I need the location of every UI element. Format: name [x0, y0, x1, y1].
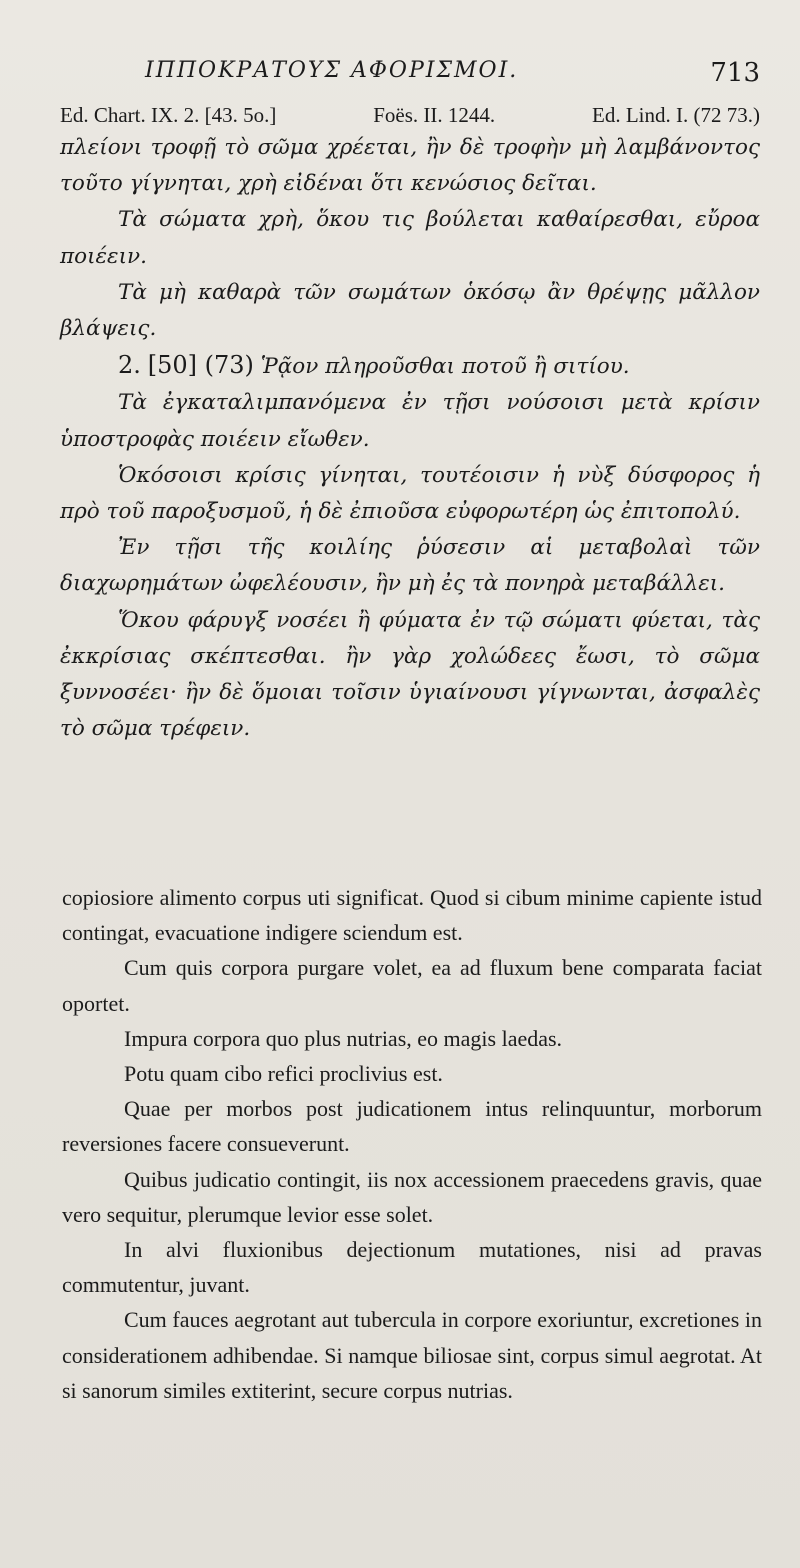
greek-text: [60, 130, 760, 747]
greek-aphorism-text: Ῥᾷον πληροῦσθαι ποτοῦ ἢ σιτίου.: [260, 354, 630, 380]
latin-paragraph: copiosiore alimento corpus uti significat. Quod si cibum minime capiente istud contingat, evacuatione indigere sciendum est.: [62, 885, 762, 946]
aphorism-number: 2.: [118, 351, 141, 380]
latin-paragraph: Cum quis corpora purgare volet, ea ad fluxum bene comparata faciat oportet.: [62, 955, 762, 1016]
greek-paragraph: Ἐν τῇσι τῆς κοιλίης ῥύσεσιν αἱ μεταβολαὶ τῶν διαχωρημάτων ὠφελέουσιν, ἢν μὴ ἐς τὰ πονηρὰ μεταβάλλει.: [60, 535, 760, 597]
greek-paragraph: Τὰ μὴ καθαρὰ τῶν σωμάτων ὁκόσῳ ἂν θρέψῃς μᾶλλον βλάψεις.: [60, 279, 760, 342]
latin-paragraph: In alvi fluxionibus dejectionum mutationes, nisi ad pravas commutentur, juvant.: [62, 1237, 762, 1298]
edition-lind-ref: Ed. Lind. I. (72 73.): [592, 103, 760, 127]
greek-paragraph: Τὰ ἐγκαταλιμπανόμενα ἐν τῇσι νούσοισι μετὰ κρίσιν ὑποστροφὰς ποιέειν εἴωθεν.: [60, 390, 760, 452]
running-title: ΙΠΠΟΚΡΑΤΟΥΣ ΑΦΟΡΙΣΜΟΙ.: [145, 58, 519, 83]
edition-references: [60, 103, 760, 128]
edition-chart-ref: Ed. Chart. IX. 2. [43. 5o.]: [60, 103, 277, 127]
latin-paragraph: Cum fauces aegrotant aut tubercula in corpore exoriuntur, excretiones in considerationem adhibendae. Si namque biliosae sint, corpus simul aegrotat. At si sanorum similes extiterint, secure corpus nutrias.: [62, 1307, 762, 1403]
greek-paragraph: πλείονι τροφῇ τὸ σῶμα χρέεται, ἢν δὲ τροφὴν μὴ λαμβάνοντος τοῦτο γίγνηται, χρὴ εἰδέναι ὅτι κενώσιος δεῖται.: [60, 135, 760, 197]
latin-paragraph: Potu quam cibo refici proclivius est.: [124, 1061, 443, 1087]
edition-foes-ref: Foës. II. 1244.: [373, 103, 496, 127]
page-number: 713: [710, 58, 760, 88]
greek-paragraph: Ὅκου φάρυγξ νοσέει ἢ φύματα ἐν τῷ σώματι φύεται, τὰς ἐκκρίσιας σκέπτεσθαι. ἢν γὰρ χολώδεες ἔωσι, τὸ σῶμα ξυννοσέει· ἢν δὲ ὅμοιαι τοῖσιν ὑγιαίνουσι γίγνωνται, ἀσφαλὲς τὸ σῶμα τρέφειν.: [60, 607, 760, 742]
page-header: [60, 48, 760, 96]
greek-paragraph: Τὰ σώματα χρὴ, ὅκου τις βούλεται καθαίρεσθαι, εὔροα ποιέειν.: [60, 207, 760, 269]
latin-text: [62, 880, 762, 1408]
section-reference: [50] (73): [147, 351, 254, 380]
greek-paragraph: Ὁκόσοισι κρίσις γίνηται, τουτέοισιν ἡ νὺξ δύσφορος ἡ πρὸ τοῦ παροξυσμοῦ, ἡ δὲ ἐπιοῦσα εὐφορωτέρη ὡς ἐπιτοπολύ.: [60, 462, 760, 525]
latin-paragraph: Impura corpora quo plus nutrias, eo magis laedas.: [124, 1025, 563, 1051]
latin-paragraph: Quae per morbos post judicationem intus relinquuntur, morborum reversiones facere consueverunt.: [62, 1096, 762, 1157]
greek-paragraph-numbered: [60, 347, 760, 385]
latin-paragraph: Quibus judicatio contingit, iis nox accessionem praecedens gravis, quae vero sequitur, plerumque levior esse solet.: [62, 1166, 762, 1227]
